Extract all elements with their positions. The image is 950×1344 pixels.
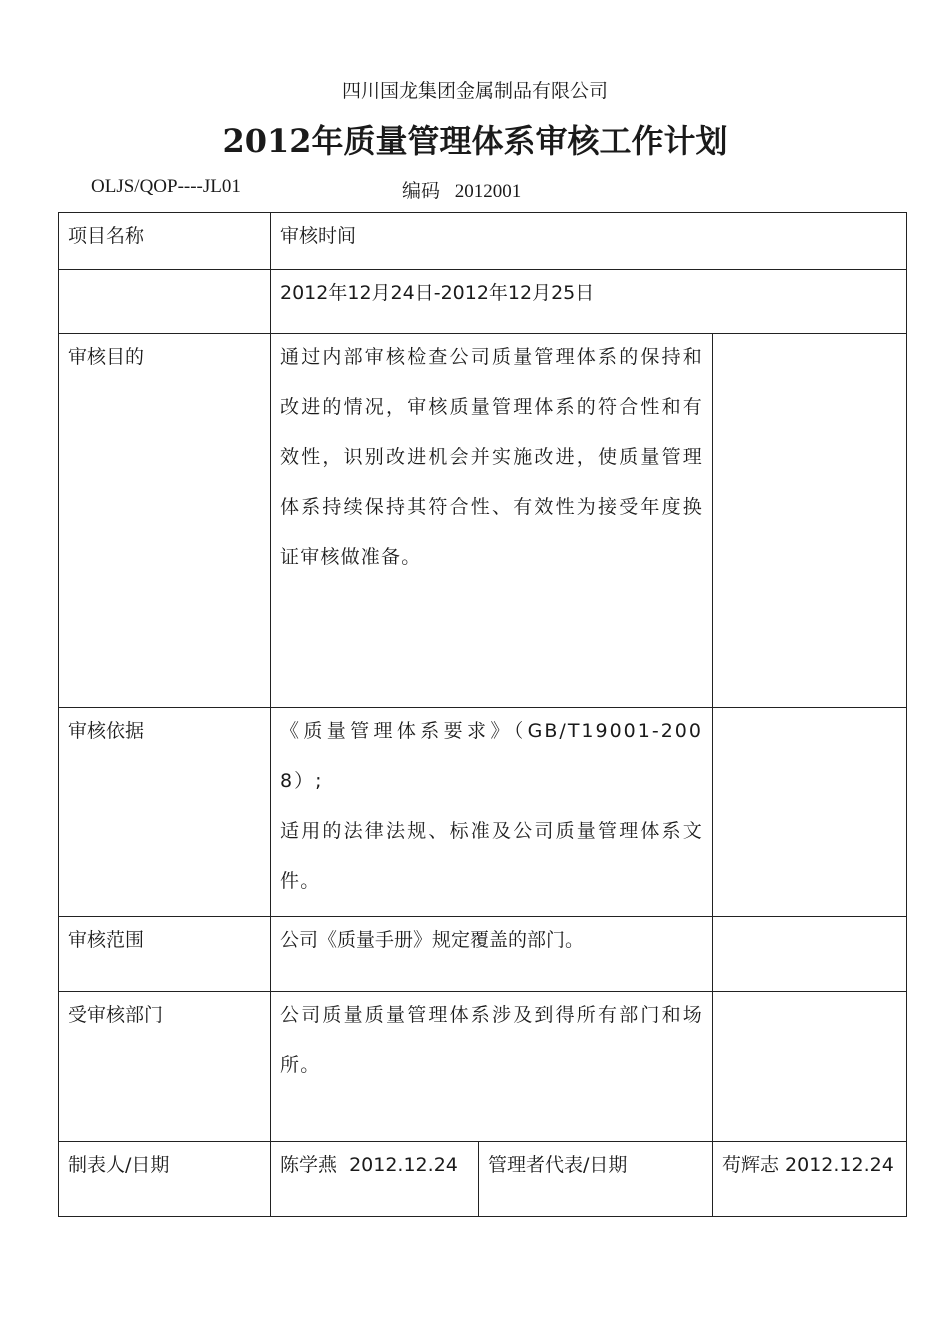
dept-cell [271,992,713,1142]
project-name-label: 项目名称 [59,213,271,270]
prepared-label: 制表人/日期 [59,1142,271,1217]
prepared-value: 陈学燕 2012.12.24 [271,1142,479,1217]
table-row [59,917,907,992]
table-row [59,213,907,270]
basis-extra [713,708,907,917]
code-label: 编码 [402,181,441,202]
dept-label: 受审核部门 [59,992,271,1142]
audit-time-label: 审核时间 [271,213,907,270]
purpose-label: 审核目的 [59,334,271,708]
company-name: 四川国龙集团金属制品有限公司 [341,80,608,102]
scope-label: 审核范围 [59,917,271,992]
basis-line-2: 适用的法律法规、标准及公司质量管理体系文件。 [280,820,703,892]
code-line [402,176,521,203]
dept-text: 公司质量质量管理体系涉及到得所有部门和场所。 [280,1004,703,1076]
code-value: 2012001 [454,181,522,202]
rep-value: 苟辉志 2012.12.24 [713,1142,907,1217]
purpose-extra [713,334,907,708]
table-row [59,708,907,917]
table-row [59,270,907,334]
table-row [59,334,907,708]
purpose-text: 通过内部审核检查公司质量管理体系的保持和改进的情况，审核质量管理体系的符合性和有效性，识别改进机会并实施改进，使质量管理体系持续保持其符合性、有效性为接受年度换证审核做准备。 [280,346,703,568]
purpose-cell [271,334,713,708]
audit-plan-table [58,212,907,1217]
rep-label: 管理者代表/日期 [479,1142,713,1217]
scope-text: 公司《质量手册》规定覆盖的部门。 [271,917,713,992]
audit-time-value: 2012年12月24日-2012年12月25日 [271,270,907,334]
table-row [59,1142,907,1217]
scope-extra [713,917,907,992]
basis-cell [271,708,713,917]
table-row [59,992,907,1142]
document-number: OLJS/QOP----JL01 [91,176,241,197]
basis-label: 审核依据 [59,708,271,917]
basis-line-1: 《质量管理体系要求》（GB/T19001-2008）; [280,720,703,792]
document-title: 2012年质量管理体系审核工作计划 [222,122,728,160]
dept-extra [713,992,907,1142]
project-name-value [59,270,271,334]
